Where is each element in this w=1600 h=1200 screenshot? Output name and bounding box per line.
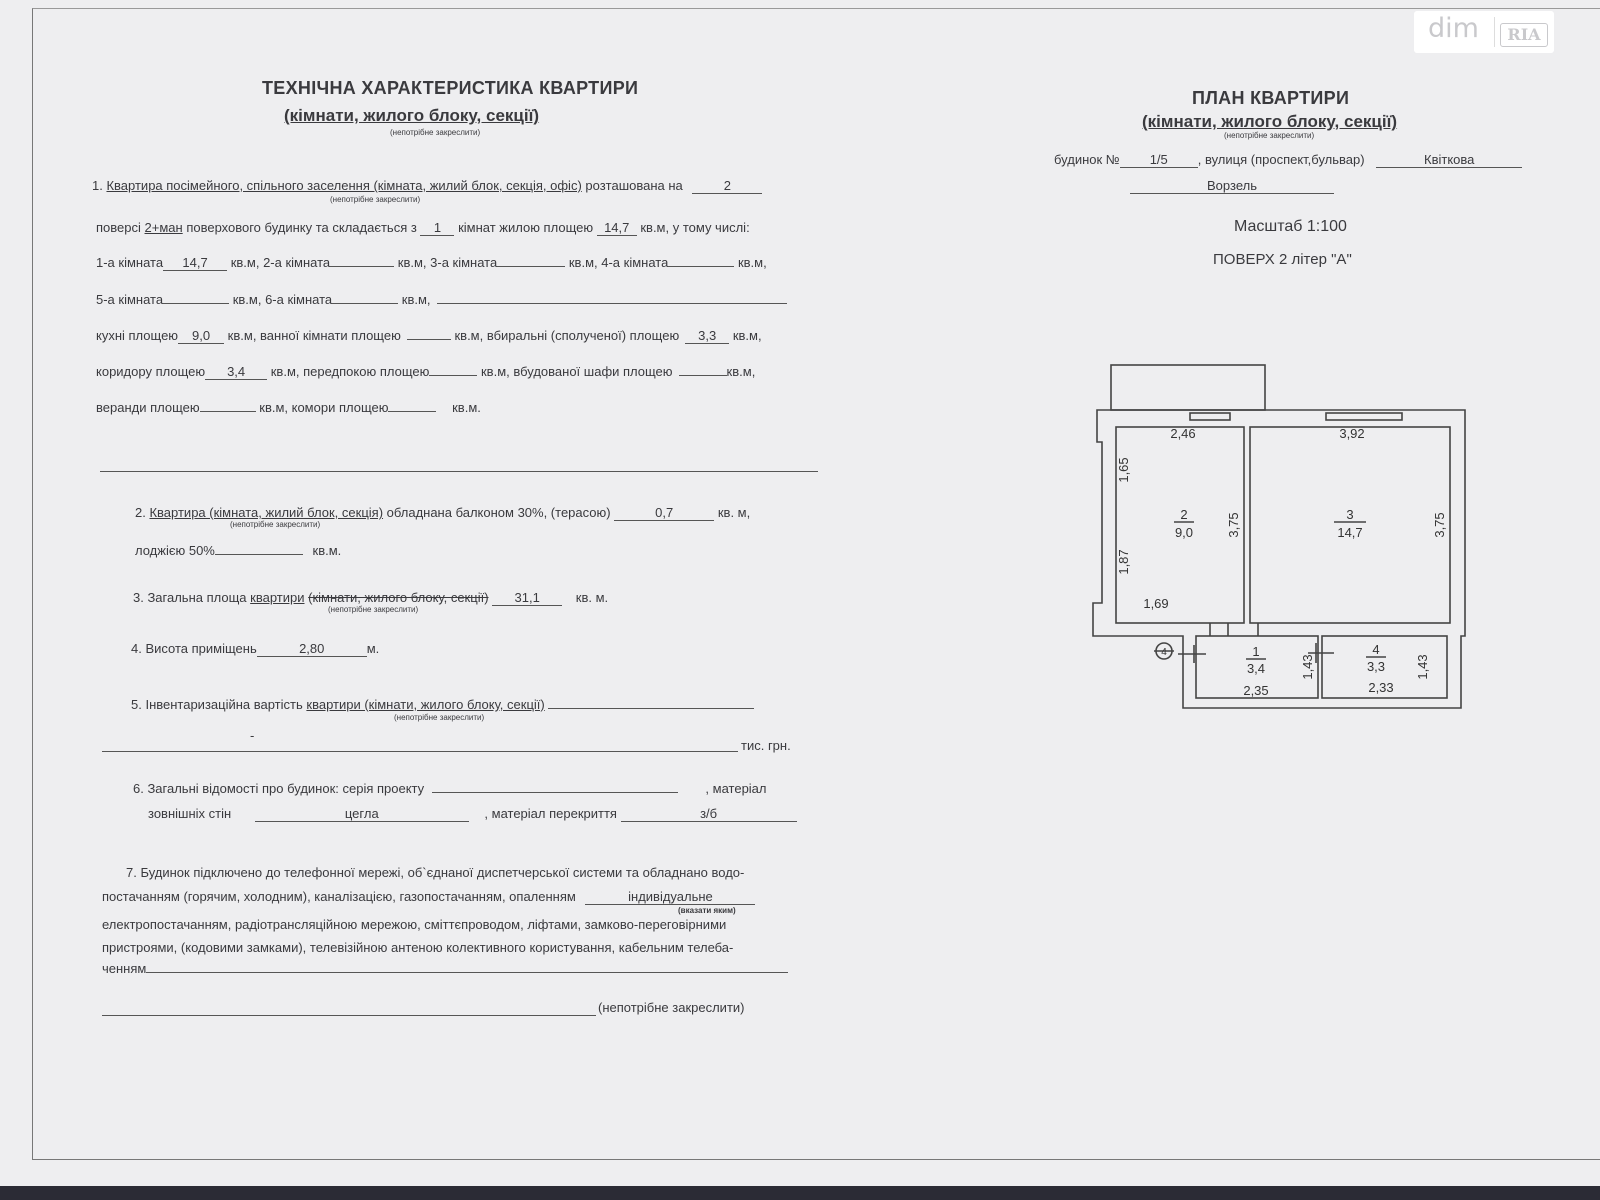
room-2-area: 9,0 <box>1174 525 1194 540</box>
street-label: , вулиця (проспект,бульвар) <box>1197 152 1365 167</box>
p2-balcony: обладнана балконом 30%, (терасою) <box>386 505 611 520</box>
dim-r2-left-top: 1,65 <box>1116 457 1131 483</box>
right-subtitle: (кімнати, жилого блоку, секції) <box>1142 112 1398 131</box>
veranda-value <box>200 411 256 412</box>
dim-r3-top: 3,92 <box>1339 426 1365 441</box>
room-3-area: 14,7 <box>1337 525 1363 540</box>
p1-num: 1. <box>92 178 107 193</box>
p6-walls-value: цегла <box>255 806 469 822</box>
dim-r1-bottom: 2,35 <box>1243 683 1269 698</box>
window-room-2 <box>1190 413 1230 420</box>
closet-unit: кв.м, <box>726 364 756 379</box>
p6-series-value <box>432 792 678 793</box>
p7-line3: електропостачанням, радіотрансляційною мережою, сміттєпроводом, ліфтами, замково-переговірними <box>102 917 727 932</box>
p2-type: Квартира (кімната, жилий блок, секція) <box>149 505 384 520</box>
p7-end-note: (непотрібне закреслити) <box>598 1000 745 1015</box>
balcony-outline <box>1111 365 1265 410</box>
p5-note: (непотрібне закреслити) <box>394 713 485 722</box>
p2-loggia-value <box>215 554 303 555</box>
room3-value <box>497 266 565 267</box>
room6-value <box>332 303 398 304</box>
room5-value <box>163 303 229 304</box>
room2-label: кв.м, 2-а кімната <box>230 255 331 270</box>
p3-line <box>133 590 608 606</box>
right-title: ПЛАН КВАРТИРИ <box>1192 88 1350 108</box>
kitchen-value: 9,0 <box>178 328 224 344</box>
bath-label: кв.м, ванної кімнати площею <box>227 328 401 343</box>
corridor-value: 3,4 <box>205 364 267 380</box>
wc-unit: кв.м, <box>732 328 762 343</box>
room1-label: 1-а кімната <box>96 255 164 270</box>
p4-line <box>131 641 379 657</box>
p1-incl: кв.м, у тому числі: <box>640 220 750 235</box>
room-2-number: 2 <box>1180 507 1188 522</box>
p3-apartment: квартири <box>250 590 305 605</box>
p7-cable: ченням <box>102 961 147 976</box>
left-note: (непотрібне закреслити) <box>390 128 481 137</box>
p5-unit: тис. грн. <box>741 738 791 753</box>
pantry-label: кв.м, комори площею <box>259 400 389 415</box>
p1-line2 <box>96 220 750 236</box>
dim-r3-right: 3,75 <box>1432 512 1447 538</box>
room6-label: кв.м, 6-а кімната <box>232 292 333 307</box>
p6-label: 6. Загальні відомості про будинок: серія проекту <box>133 781 425 796</box>
room-4-number: 4 <box>1372 642 1380 657</box>
p6-floors-label: , матеріал перекриття <box>484 806 617 821</box>
room1-value: 14,7 <box>163 255 227 271</box>
watermark-logo <box>1414 11 1554 53</box>
street-value: Квіткова <box>1376 152 1522 168</box>
p1-floor-label: поверсі <box>96 220 141 235</box>
p6-line1 <box>133 781 767 796</box>
p4-unit: м. <box>366 641 380 656</box>
p1-line3 <box>96 255 767 271</box>
p3-unit: кв. м. <box>575 590 609 605</box>
p7-line2 <box>102 889 755 905</box>
p1-living-value: 14,7 <box>597 220 637 236</box>
veranda-label: веранди площею <box>96 400 200 415</box>
watermark-divider <box>1494 17 1495 47</box>
watermark-brand: dim <box>1428 13 1479 44</box>
house-label: будинок № <box>1054 152 1120 167</box>
room4-label: кв.м, 4-а кімната <box>568 255 669 270</box>
hall-value <box>429 375 477 376</box>
p7-line1: 7. Будинок підключено до телефонної мережі, об`єднаної диспетчерської системи та обладнано водо- <box>126 865 745 880</box>
p1-rooms-value: 1 <box>420 220 454 236</box>
kitchen-label: кухні площею <box>96 328 179 343</box>
p5-dash: - <box>250 728 255 743</box>
city-value: Ворзель <box>1130 178 1334 194</box>
right-note: (непотрібне закреслити) <box>1224 131 1315 140</box>
room2-value <box>330 266 394 267</box>
p2-loggia-unit: кв.м. <box>312 543 342 558</box>
p2-num: 2. <box>135 505 146 520</box>
p1-building: поверхового будинку та складається з <box>186 220 417 235</box>
room-1-area: 3,4 <box>1246 661 1266 676</box>
p3-struck: (кімнати, жилого блоку, секції) <box>308 590 489 605</box>
p1-type: Квартира посімейного, спільного заселення (кімната, жилий блок, секція, офіс) <box>106 178 582 193</box>
p1-located: розташована на <box>581 178 683 193</box>
p4-height-value: 2,80 <box>257 641 367 657</box>
p7-heating-value: індивідуальне <box>585 889 755 905</box>
room4-value <box>668 266 734 267</box>
outer-wall <box>1093 410 1465 708</box>
p1-living-label: кімнат жилою площею <box>458 220 594 235</box>
dim-r2-top: 2,46 <box>1170 426 1196 441</box>
p6-material: , матеріал <box>705 781 767 796</box>
p3-label: 3. Загальна площа <box>133 590 247 605</box>
dim-r2-right: 3,75 <box>1226 512 1241 538</box>
watermark-ria: RIA <box>1500 23 1548 47</box>
left-title: ТЕХНІЧНА ХАРАКТЕРИСТИКА КВАРТИРИ <box>262 78 639 98</box>
dim-r4-side: 1,43 <box>1415 654 1430 680</box>
dim-r2-left-bot: 1,87 <box>1116 549 1131 575</box>
p1-blank-line <box>437 303 787 304</box>
p7-utilities: постачанням (горячим, холодним), каналізацією, газопостачанням, опаленням <box>102 889 576 904</box>
room3-label: кв.м, 3-а кімната <box>397 255 498 270</box>
address-line <box>1054 152 1522 168</box>
p7-cable-line <box>146 972 788 973</box>
room6-unit: кв.м, <box>401 292 431 307</box>
room-1-number: 1 <box>1252 644 1260 659</box>
p7-heating-note: (вказати яким) <box>678 906 736 915</box>
p2-line1 <box>135 505 750 521</box>
closet-value <box>679 375 727 376</box>
hall-label: кв.м, передпокою площею <box>270 364 430 379</box>
p7-end-line <box>102 1015 596 1016</box>
p5-line <box>131 697 754 712</box>
bath-value <box>407 339 451 340</box>
room-4-area: 3,3 <box>1366 659 1386 674</box>
p1-line4 <box>96 292 787 307</box>
scale-label: Масштаб 1:100 <box>1234 218 1347 235</box>
p6-walls-label: зовнішніх стін <box>148 806 232 821</box>
p3-total-value: 31,1 <box>492 590 562 606</box>
window-room-3 <box>1326 413 1402 420</box>
p1-line1 <box>92 178 762 194</box>
left-subtitle: (кімнати, жилого блоку, секції) <box>284 106 540 125</box>
p1-line7 <box>96 400 481 415</box>
p5-value <box>548 708 754 709</box>
p2-unit: кв. м, <box>717 505 751 520</box>
dim-r4-bottom: 2,33 <box>1368 680 1394 695</box>
dim-r1-side: 1,43 <box>1300 654 1315 680</box>
p6-line2 <box>148 806 797 822</box>
dim-r2-bottom: 1,69 <box>1143 596 1169 611</box>
pantry-unit: кв.м. <box>452 400 481 415</box>
p5-apartment: квартири (кімнати, жилого блоку, секції) <box>306 697 545 712</box>
pantry-value <box>388 411 436 412</box>
wc-label: кв.м, вбиральні (сполученої) площею <box>454 328 680 343</box>
wc-value: 3,3 <box>685 328 729 344</box>
p2-loggia: лоджією 50% <box>135 543 215 558</box>
room-3-number: 3 <box>1346 507 1354 522</box>
p4-label: 4. Висота приміщень <box>131 641 257 656</box>
p2-line2 <box>135 543 341 558</box>
p2-note: (непотрібне закреслити) <box>230 520 321 529</box>
p2-balcony-value: 0,7 <box>614 505 714 521</box>
p1-line6 <box>96 364 755 380</box>
p6-floors-value: з/б <box>621 806 797 822</box>
closet-label: кв.м, вбудованої шафи площею <box>480 364 673 379</box>
p7-line5 <box>102 961 788 976</box>
p7-line4: пристроями, (кодовими замками), телевізійною антеною колективного користування, кабельним телеба- <box>102 940 734 955</box>
p3-note: (непотрібне закреслити) <box>328 605 419 614</box>
p1-note: (непотрібне закреслити) <box>330 195 421 204</box>
house-value: 1/5 <box>1120 152 1198 168</box>
p5-line2 <box>102 751 738 752</box>
room5-label: 5-а кімната <box>96 292 164 307</box>
p1-line5 <box>96 328 762 344</box>
city-line <box>1130 178 1334 194</box>
floor-label: ПОВЕРХ 2 літер "А" <box>1213 251 1352 268</box>
axis-label: 4 <box>1161 647 1167 658</box>
corridor-label: коридору площею <box>96 364 206 379</box>
room4-unit: кв.м, <box>737 255 767 270</box>
p1-end-line <box>100 471 818 472</box>
floor-plan <box>1080 355 1480 725</box>
p1-storeys: 2+ман <box>144 220 183 235</box>
p1-floor-value: 2 <box>692 178 762 194</box>
p5-label: 5. Інвентаризаційна вартість <box>131 697 303 712</box>
